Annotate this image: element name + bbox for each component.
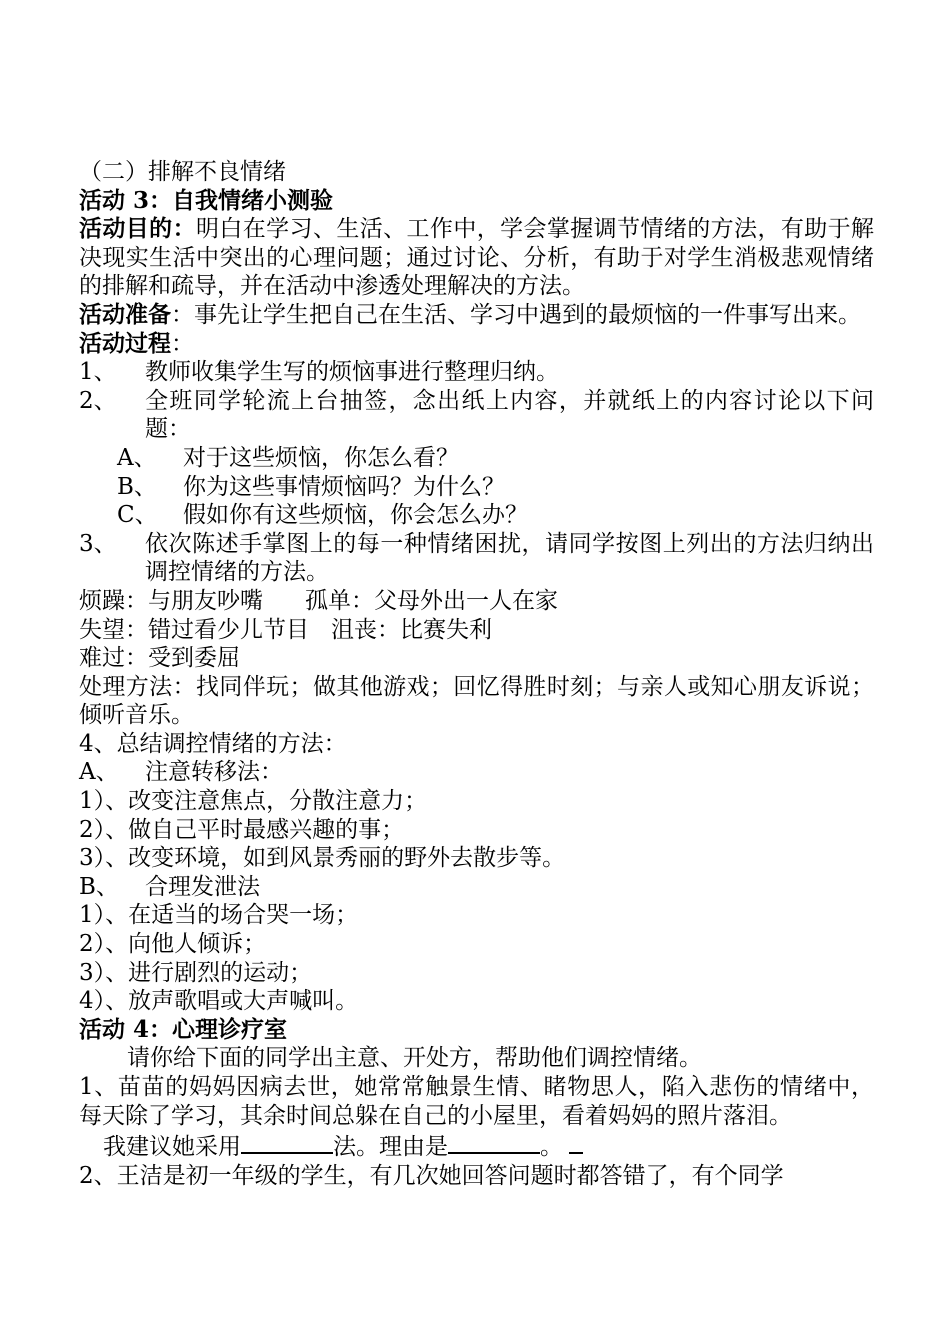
list-item: 2）、向他人倾诉； (79, 931, 267, 958)
purpose-label: 活动目的： (79, 215, 196, 243)
case-1: 1、苗苗的妈妈因病去世，她常常触景生情、睹物思人，陷入悲伤的情绪中，每天除了学习，其余时间总躲在自己的小屋里，看着妈妈的照片落泪。 (79, 1074, 874, 1129)
question-item: A、 对于这些烦恼，你怎么看？ (117, 444, 459, 471)
emotion-row: 难过：受到委屈 (79, 645, 240, 672)
purpose-text: 明白在学习、生活、工作中，学会掌握调节情绪的方法，有助于解决现实生活中突出的心理问题；通过讨论、分析，有助于对学生消极悲观情绪的排解和疏导，并在活动中渗透处理解决的方法。 (79, 216, 875, 300)
case-2: 2、王洁是初一年级的学生，有几次她回答问题时都答错了，有个同学 (79, 1162, 784, 1189)
emotion-row: 失望：错过看少儿节目 沮丧：比赛失利 (79, 616, 492, 643)
method-heading: A、 注意转移法： (79, 759, 283, 786)
summary-title: 4、总结调控情绪的方法： (79, 730, 347, 757)
activity3-title: 活动 3：自我情绪小测验 (79, 186, 334, 214)
method-blank[interactable] (241, 1130, 333, 1154)
question-item: B、 你为这些事情烦恼吗？为什么？ (117, 473, 505, 500)
section-title: （二）排解不良情绪 (79, 159, 286, 185)
trailing-blank (569, 1130, 583, 1154)
list-item: 4）、放声歌唱或大声喊叫。 (79, 988, 359, 1015)
emotion-row: 烦躁：与朋友吵嘴 孤单：父母外出一人在家 (79, 587, 558, 614)
prep-label: 活动准备 (79, 300, 171, 328)
activity3-prep (79, 301, 874, 330)
list-item: 1）、改变注意焦点，分散注意力； (79, 788, 428, 815)
handling-methods: 处理方法：找同伴玩；做其他游戏；回忆得胜时刻；与亲人或知心朋友诉说；倾听音乐。 (79, 673, 874, 729)
method-heading: B、 合理发泄法 (79, 873, 260, 900)
activity4-title: 活动 4：心理诊疗室 (79, 1015, 288, 1043)
activity3-process: 活动过程： (79, 329, 194, 357)
reason-blank[interactable] (448, 1130, 540, 1154)
prep-text: ：事先让学生把自己在生活、学习中遇到的最烦恼的一件事写出来。 (171, 301, 861, 328)
list-item: 1、 教师收集学生写的烦恼事进行整理归纳。 (79, 359, 559, 386)
list-item: 1）、在适当的场合哭一场； (79, 902, 359, 929)
document-page (79, 158, 874, 1190)
activity3-purpose (79, 215, 874, 301)
list-item: 3）、改变环境，如到风景秀丽的野外去散步等。 (79, 845, 566, 872)
list-item: 3）、进行剧烈的运动； (79, 959, 313, 986)
list-item: 2、 全班同学轮流上台抽签，念出纸上内容，并就纸上的内容讨论以下问题： (79, 387, 874, 443)
process-label: 活动过程 (79, 329, 171, 357)
suggestion-line: 我建议她采用 法。理由是 。 (79, 1130, 874, 1162)
list-item: 2）、做自己平时最感兴趣的事； (79, 816, 405, 843)
list-item: 3、 依次陈述手掌图上的每一种情绪困扰，请同学按图上列出的方法归纳出调控情绪的方法。 (79, 530, 874, 586)
question-item: C、 假如你有这些烦恼，你会怎么办？ (117, 502, 528, 529)
activity4-intro: 请你给下面的同学出主意、开处方，帮助他们调控情绪。 (127, 1045, 702, 1072)
